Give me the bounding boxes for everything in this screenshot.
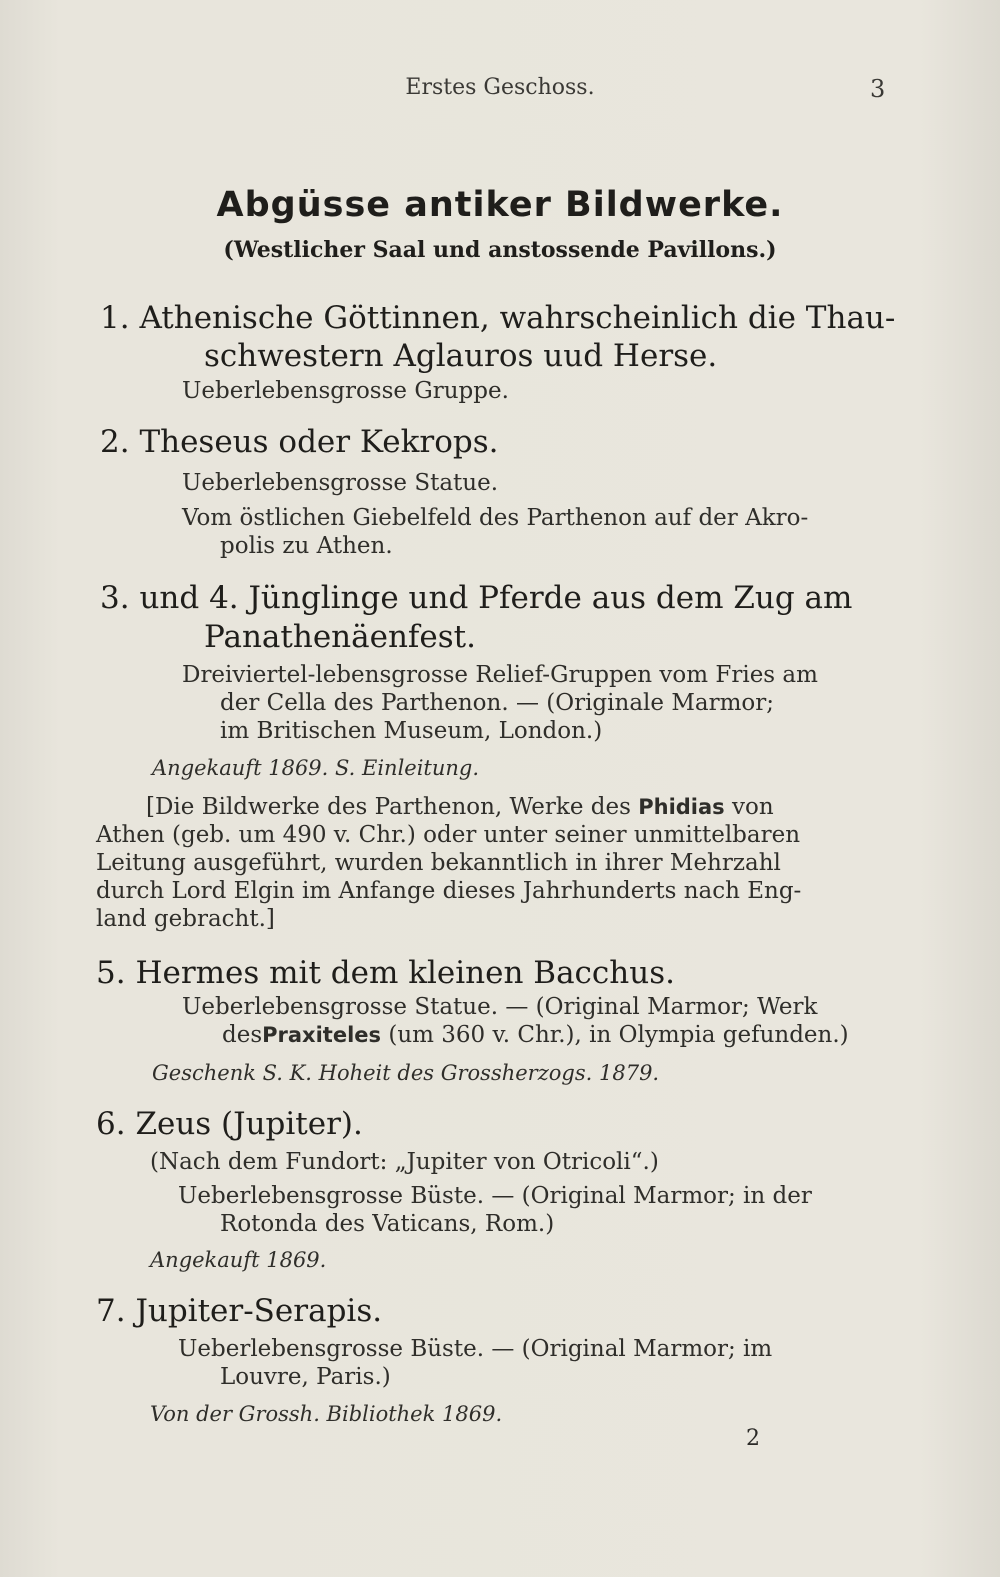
- entry-7-body-cont: Louvre, Paris.): [220, 1364, 391, 1390]
- praxiteles-name: Praxiteles: [262, 1023, 382, 1047]
- page-number: 3: [870, 75, 886, 103]
- entry-6-body-cont: Rotonda des Vaticans, Rom.): [220, 1211, 555, 1237]
- entry-7-provenance-note: Von der Grossh. Bibliothek 1869.: [150, 1402, 503, 1426]
- entry-6-acquisition-note: Angekauft 1869.: [150, 1248, 327, 1272]
- entry-number: 5.: [96, 955, 126, 991]
- entry-number: 6.: [96, 1106, 126, 1142]
- running-title: Erstes Geschoss.: [405, 75, 595, 100]
- entry-6-title: [96, 1106, 363, 1142]
- entry-5-body-text: des: [222, 1022, 263, 1048]
- entry-1-body: Ueberlebensgrosse Gruppe.: [182, 378, 509, 404]
- entry-3-body-cont: der Cella des Parthenon. — (Originale Marmor;: [220, 690, 774, 716]
- entry-title-text: Hermes mit dem kleinen Bacchus.: [135, 955, 675, 991]
- parthenon-note-cont: durch Lord Elgin im Anfange dieses Jahrhunderts nach Eng-: [96, 878, 802, 904]
- parthenon-note-cont: land gebracht.]: [96, 906, 275, 932]
- parthenon-note-cont: Athen (geb. um 490 v. Chr.) oder unter seiner unmittelbaren: [96, 822, 801, 848]
- entry-5-gift-note: Geschenk S. K. Hoheit des Grossherzogs. 1879.: [152, 1061, 660, 1085]
- entry-3-body: Dreiviertel-lebensgrosse Relief-Gruppen vom Fries am: [182, 662, 818, 688]
- entry-title-text: Athenische Göttinnen, wahrscheinlich die Thau-: [139, 300, 896, 336]
- entry-title-text: Zeus (Jupiter).: [135, 1106, 363, 1142]
- entry-3-acquisition-note: Angekauft 1869. S. Einleitung.: [152, 756, 480, 780]
- entry-6-body: Ueberlebensgrosse Büste. — (Original Marmor; in der: [178, 1183, 812, 1209]
- entry-number: 2.: [100, 424, 130, 460]
- entry-1-title-cont: schwestern Aglauros uud Herse.: [204, 338, 718, 374]
- section-title: Abgüsse antiker Bildwerke.: [216, 185, 784, 225]
- entry-2-body-provenance: Vom östlichen Giebelfeld des Parthenon auf der Akro-: [182, 505, 809, 531]
- entry-number: 3.: [100, 580, 130, 616]
- printer-signature: 2: [746, 1426, 760, 1451]
- entry-2-body: Ueberlebensgrosse Statue.: [182, 470, 499, 496]
- entry-title-text: Jupiter-Serapis.: [135, 1293, 383, 1329]
- parthenon-note-text: von: [732, 794, 774, 820]
- entry-6-findspot: (Nach dem Fundort: „Jupiter von Otricoli“.): [150, 1149, 659, 1175]
- entry-5-body: Ueberlebensgrosse Statue. — (Original Marmor; Werk: [182, 994, 818, 1020]
- entry-title-text: Theseus oder Kekrops.: [139, 424, 499, 460]
- entry-title-text: und 4. Jünglinge und Pferde aus dem Zug am: [139, 580, 853, 616]
- entry-5-title: [96, 955, 675, 991]
- entry-3-body-cont: im Britischen Museum, London.): [220, 718, 603, 744]
- entry-1-title: [100, 300, 895, 336]
- parthenon-note: [146, 794, 774, 820]
- phidias-name: Phidias: [638, 795, 725, 819]
- entry-number: 7.: [96, 1293, 126, 1329]
- entry-7-title: [96, 1293, 382, 1329]
- entry-2-title: [100, 424, 498, 460]
- entry-5-body-cont: [222, 1022, 849, 1048]
- entry-7-body: Ueberlebensgrosse Büste. — (Original Marmor; im: [178, 1336, 773, 1362]
- section-subtitle: (Westlicher Saal und anstossende Pavillons.): [223, 237, 777, 263]
- parthenon-note-text: [Die Bildwerke des Parthenon, Werke des: [146, 794, 631, 820]
- entry-2-body-provenance-cont: polis zu Athen.: [220, 533, 393, 559]
- entry-3-title-cont: Panathenäenfest.: [204, 619, 476, 655]
- parthenon-note-cont: Leitung ausgeführt, wurden bekanntlich in ihrer Mehrzahl: [96, 850, 781, 876]
- entry-number: 1.: [100, 300, 130, 336]
- entry-5-body-text: (um 360 v. Chr.), in Olympia gefunden.): [388, 1022, 849, 1048]
- entry-3-title: [100, 580, 852, 616]
